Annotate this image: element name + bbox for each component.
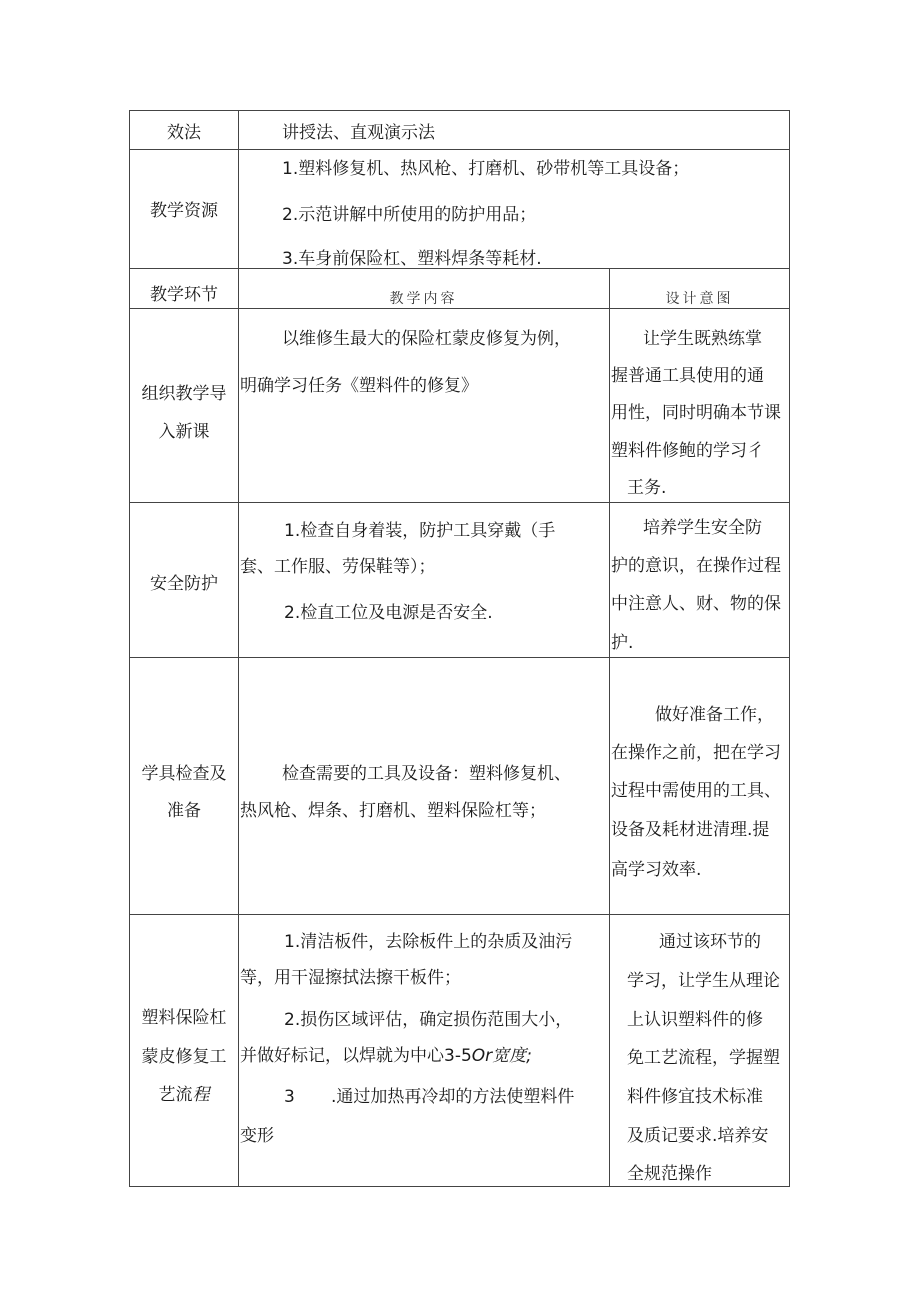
row-divider bbox=[130, 914, 789, 915]
tools-content: 热风枪、焊条、打磨机、塑料保险杠等； bbox=[240, 801, 546, 821]
resource-item: 3.车身前保险杠、塑料焊条等耗材. bbox=[282, 249, 542, 268]
process-intent: 全规范操作 bbox=[627, 1164, 712, 1184]
row-divider bbox=[130, 308, 789, 309]
safety-content: 2.检直工位及电源是否安全. bbox=[284, 603, 493, 623]
header-content: 教学内容 bbox=[389, 291, 458, 307]
row-divider bbox=[130, 502, 789, 503]
process-label: 塑料保险杠 bbox=[141, 1008, 227, 1028]
process-step: 变形 bbox=[240, 1126, 274, 1146]
intro-intent: 用性，同时明确本节课 bbox=[611, 403, 781, 423]
row-divider bbox=[130, 268, 789, 269]
intro-content: 以维修生最大的保险杠蒙皮修复为例， bbox=[282, 329, 571, 349]
intro-label: 组织教学导 bbox=[141, 384, 227, 404]
safety-intent: 护. bbox=[611, 633, 634, 653]
safety-intent: 护的意识，在操作过程 bbox=[611, 556, 781, 576]
tools-intent: 过程中需使用的工具、 bbox=[611, 781, 781, 801]
column-divider bbox=[609, 268, 610, 1186]
tools-label: 学具检查及 bbox=[141, 764, 227, 784]
intro-label: 入新课 bbox=[158, 422, 210, 442]
intro-intent: 让学生既熟练掌 bbox=[643, 329, 762, 349]
process-intent: 及质记要求.培养安 bbox=[627, 1126, 769, 1146]
tools-intent: 高学习效率. bbox=[611, 860, 702, 880]
header-intent: 设计意图 bbox=[665, 291, 734, 307]
safety-label: 安全防护 bbox=[150, 574, 218, 594]
row-divider bbox=[130, 149, 789, 150]
method-label: 效法 bbox=[167, 123, 201, 143]
process-step-number: 3 bbox=[284, 1087, 295, 1107]
tools-intent: 做好准备工作， bbox=[655, 705, 774, 725]
header-stage: 教学环节 bbox=[150, 285, 218, 305]
process-intent: 免工艺流程，学握塑 bbox=[627, 1048, 780, 1068]
process-label: 艺流程 bbox=[158, 1085, 210, 1105]
process-step: .通过加热再冷却的方法使塑料件 bbox=[331, 1087, 575, 1107]
intro-intent: 塑料件修鲍的学习彳 bbox=[611, 441, 764, 461]
tools-label: 准备 bbox=[167, 801, 201, 821]
process-intent: 通过该环节的 bbox=[659, 932, 761, 952]
process-intent: 上认识塑料件的修 bbox=[627, 1010, 763, 1030]
resource-item-clipped bbox=[282, 249, 602, 268]
process-label: 蒙皮修复工 bbox=[141, 1047, 227, 1067]
column-divider bbox=[238, 111, 239, 1186]
safety-content: 套、工作服、劳保鞋等）； bbox=[240, 557, 436, 577]
process-step: 1.清洁板件，去除板件上的杂质及油污 bbox=[284, 932, 573, 952]
tools-intent: 设备及耗材进清理.提 bbox=[611, 820, 770, 840]
row-divider bbox=[130, 657, 789, 658]
intro-intent: 握普通工具使用的通 bbox=[611, 366, 764, 386]
process-step: 并做好标记，以焊就为中心3-5Or宽度; bbox=[240, 1046, 532, 1066]
tools-intent: 在操作之前，把在学习 bbox=[611, 743, 781, 763]
resource-item: 1.塑料修复机、热风枪、打磨机、砂带机等工具设备； bbox=[282, 159, 690, 179]
safety-intent: 中注意人、财、物的保 bbox=[611, 594, 781, 614]
process-step: 2.损伤区域评估，确定损伤范围大小， bbox=[284, 1010, 573, 1030]
tools-content: 检查需要的工具及设备：塑料修复机、 bbox=[282, 764, 571, 784]
lesson-plan-table bbox=[129, 110, 790, 1187]
process-intent: 学习，让学生从理论 bbox=[627, 971, 780, 991]
safety-content: 1.检查自身着装，防护工具穿戴（手 bbox=[284, 521, 556, 541]
intro-intent: 王务. bbox=[627, 478, 667, 498]
method-content: 讲授法、直观演示法 bbox=[282, 123, 435, 143]
intro-content: 明确学习任务《塑料件的修复》 bbox=[240, 376, 478, 396]
resource-item: 2.示范讲解中所使用的防护用品； bbox=[282, 205, 537, 225]
safety-intent: 培养学生安全防 bbox=[643, 518, 762, 538]
process-intent: 料件修宜技术标准 bbox=[627, 1087, 763, 1107]
process-step: 等，用干湿擦拭法擦干板件； bbox=[240, 968, 461, 988]
resources-label: 教学资源 bbox=[150, 201, 218, 221]
